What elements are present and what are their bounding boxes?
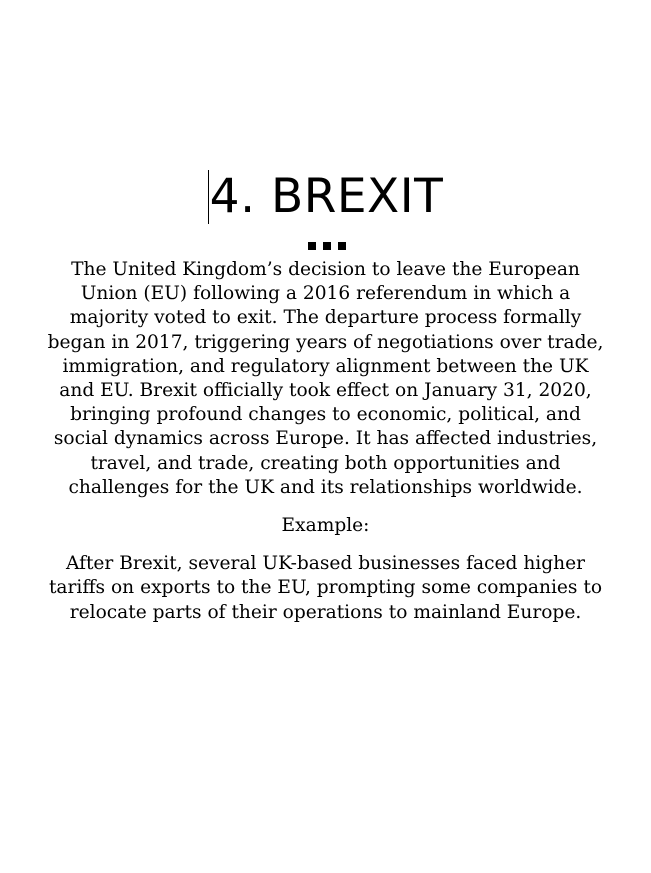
- section-body: [44, 258, 607, 625]
- divider-dot: [338, 242, 346, 250]
- section-heading: 4. BREXIT: [209, 169, 444, 224]
- ellipsis-divider-icon: [308, 242, 346, 250]
- heading-container: [0, 170, 651, 224]
- divider-dot: [308, 242, 316, 250]
- example-paragraph: After Brexit, several UK-based businesses faced higher tariffs on exports to the EU, prompting some companies to relocate parts of their operations to mainland Europe.: [48, 553, 603, 623]
- example-label: Example:: [281, 515, 370, 537]
- description-paragraph: The United Kingdom’s decision to leave the European Union (EU) following a 2016 referendum in which a majority voted to exit. The departure process formally began in 2017, triggering years of negotiations over trade, immigration, and regulatory alignment between the UK and EU. Brexit officially took effect on January 31, 2020, bringing profound changes to economic, political, and social dynamics across Europe. It has affected industries, travel, and trade, creating both opportunities and challenges for the UK and its relationships worldwide.: [47, 259, 604, 498]
- divider-dot: [323, 242, 331, 250]
